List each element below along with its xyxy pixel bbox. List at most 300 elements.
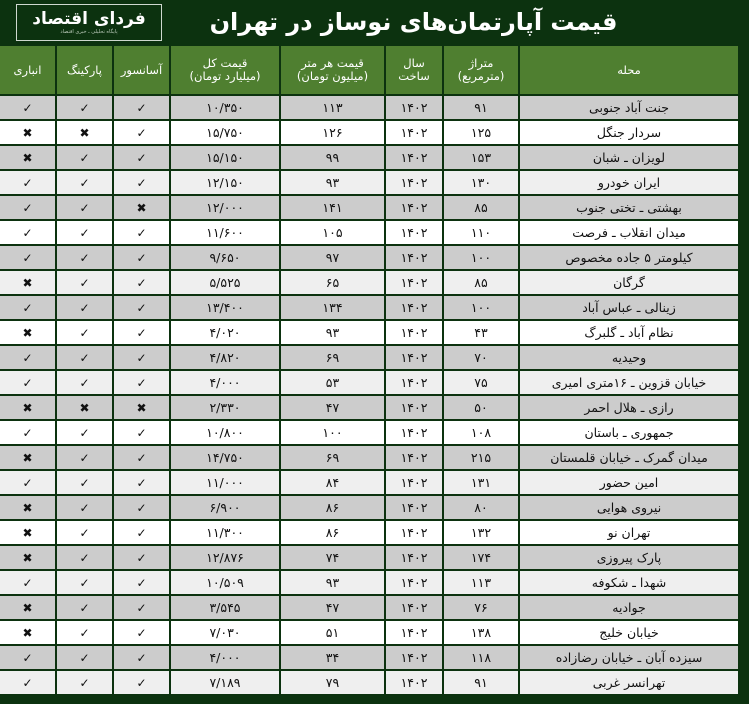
cell-sal: ۱۴۰۲ [386,271,442,294]
header-row [0,46,738,94]
cell-permetr: ۱۰۰ [281,421,384,444]
column-header-permetr [281,46,384,94]
cell-neighborhood: لویزان ـ شبان [520,146,738,169]
cell-storage-cross-icon [0,396,55,419]
cell-total: ۴/۰۰۰ [171,371,279,394]
cell-total: ۱۲/۸۷۶ [171,546,279,569]
cross-icon [136,401,146,415]
cell-parking-check-icon [57,596,112,619]
column-header-label: قیمت کل [202,56,248,70]
check-icon [79,451,89,465]
cross-icon [79,401,89,415]
cell-metraj: ۱۱۳ [444,571,518,594]
cell-parking-check-icon [57,271,112,294]
cell-sal: ۱۴۰۲ [386,371,442,394]
cell-total: ۶/۹۰۰ [171,496,279,519]
cell-elevator-check-icon [114,571,169,594]
check-icon [22,251,32,265]
column-header-label: آسانسور [120,62,163,77]
check-icon [79,326,89,340]
cell-elevator-check-icon [114,346,169,369]
check-icon [22,101,32,115]
cell-parking-check-icon [57,321,112,344]
cell-total: ۱۱/۳۰۰ [171,521,279,544]
cell-neighborhood: سردار جنگل [520,121,738,144]
cell-permetr: ۴۷ [281,596,384,619]
check-icon [79,526,89,540]
cell-metraj: ۱۰۰ [444,246,518,269]
table-row [0,671,738,694]
page-title: قیمت آپارتمان‌های نوساز در تهران [209,8,618,36]
table-row [0,496,738,519]
column-header-parking [57,46,112,94]
cell-sal: ۱۴۰۲ [386,521,442,544]
table-body [0,96,738,694]
cell-permetr: ۹۳ [281,571,384,594]
check-icon [136,626,146,640]
cell-neighborhood: پارک پیروزی [520,546,738,569]
cell-parking-check-icon [57,146,112,169]
cell-elevator-check-icon [114,646,169,669]
cell-permetr: ۱۳۴ [281,296,384,319]
cell-total: ۱۰/۳۵۰ [171,96,279,119]
cell-neighborhood: جنت آباد جنوبی [520,96,738,119]
cell-sal: ۱۴۰۲ [386,546,442,569]
check-icon [22,226,32,240]
cell-permetr: ۶۵ [281,271,384,294]
cell-sal: ۱۴۰۲ [386,196,442,219]
check-icon [136,101,146,115]
column-header-sal [386,46,442,94]
cross-icon [22,126,32,140]
cell-sal: ۱۴۰۲ [386,596,442,619]
cell-storage-cross-icon [0,521,55,544]
cell-storage-check-icon [0,471,55,494]
cross-icon [22,526,32,540]
check-icon [136,451,146,465]
cell-neighborhood: رازی ـ هلال احمر [520,396,738,419]
column-header-unit: ساخت [398,69,430,83]
cell-storage-cross-icon [0,271,55,294]
cell-total: ۱۵/۷۵۰ [171,121,279,144]
check-icon [136,376,146,390]
check-icon [136,676,146,690]
cell-metraj: ۴۳ [444,321,518,344]
cell-parking-cross-icon [57,396,112,419]
cell-neighborhood: خیابان خلیج [520,621,738,644]
cell-sal: ۱۴۰۲ [386,221,442,244]
cell-neighborhood: گرگان [520,271,738,294]
check-icon [79,176,89,190]
cell-total: ۷/۱۸۹ [171,671,279,694]
cell-storage-check-icon [0,246,55,269]
cell-elevator-check-icon [114,246,169,269]
cell-permetr: ۸۶ [281,496,384,519]
table-row [0,271,738,294]
cell-elevator-check-icon [114,446,169,469]
column-header-total [171,46,279,94]
table-row [0,96,738,119]
check-icon [22,676,32,690]
cell-parking-check-icon [57,646,112,669]
cell-parking-check-icon [57,346,112,369]
cell-sal: ۱۴۰۲ [386,96,442,119]
check-icon [79,676,89,690]
cell-sal: ۱۴۰۲ [386,671,442,694]
cell-storage-check-icon [0,171,55,194]
cell-neighborhood: سیزده آبان ـ خیابان رضازاده [520,646,738,669]
cell-total: ۱۲/۱۵۰ [171,171,279,194]
cell-metraj: ۱۳۰ [444,171,518,194]
cell-sal: ۱۴۰۲ [386,246,442,269]
cell-permetr: ۹۷ [281,246,384,269]
cell-sal: ۱۴۰۲ [386,121,442,144]
column-header-label: انباری [13,62,42,77]
cell-total: ۹/۶۵۰ [171,246,279,269]
cell-elevator-cross-icon [114,196,169,219]
check-icon [136,126,146,140]
column-header-label: سال [403,56,425,70]
cell-permetr: ۳۴ [281,646,384,669]
cell-metraj: ۲۱۵ [444,446,518,469]
cell-total: ۵/۵۲۵ [171,271,279,294]
cell-storage-check-icon [0,671,55,694]
table-row [0,596,738,619]
check-icon [22,476,32,490]
cell-metraj: ۹۱ [444,671,518,694]
cell-elevator-check-icon [114,671,169,694]
cell-metraj: ۱۱۸ [444,646,518,669]
cell-elevator-check-icon [114,221,169,244]
cell-storage-check-icon [0,296,55,319]
apartment-price-table [0,44,740,696]
cell-total: ۱۲/۰۰۰ [171,196,279,219]
cell-metraj: ۱۰۸ [444,421,518,444]
cell-storage-cross-icon [0,146,55,169]
table-row [0,446,738,469]
check-icon [79,626,89,640]
cell-parking-check-icon [57,671,112,694]
check-icon [79,476,89,490]
cell-neighborhood: امین حضور [520,471,738,494]
cell-elevator-check-icon [114,471,169,494]
column-header-unit: (میلیون تومان) [296,69,369,83]
title-bar [0,0,749,44]
cell-elevator-check-icon [114,546,169,569]
cross-icon [22,276,32,290]
check-icon [136,151,146,165]
table-row [0,246,738,269]
cell-permetr: ۷۹ [281,671,384,694]
cell-sal: ۱۴۰۲ [386,496,442,519]
cell-elevator-check-icon [114,271,169,294]
check-icon [136,176,146,190]
cell-neighborhood: تهران نو [520,521,738,544]
cell-sal: ۱۴۰۲ [386,446,442,469]
cell-metraj: ۷۵ [444,371,518,394]
cell-storage-check-icon [0,646,55,669]
cell-parking-check-icon [57,421,112,444]
check-icon [136,301,146,315]
check-icon [79,426,89,440]
column-header-storage [0,46,55,94]
cell-neighborhood: شهدا ـ شکوفه [520,571,738,594]
cell-elevator-check-icon [114,171,169,194]
cell-sal: ۱۴۰۲ [386,421,442,444]
check-icon [136,601,146,615]
check-icon [79,576,89,590]
cell-neighborhood: خیابان قزوین ـ ۱۶متری امیری [520,371,738,394]
check-icon [22,176,32,190]
cross-icon [22,151,32,165]
cross-icon [22,551,32,565]
cell-metraj: ۱۷۴ [444,546,518,569]
check-icon [136,276,146,290]
cross-icon [22,626,32,640]
cell-storage-check-icon [0,346,55,369]
cell-permetr: ۸۶ [281,521,384,544]
column-header-metraj [444,46,518,94]
cell-permetr: ۵۳ [281,371,384,394]
check-icon [79,501,89,515]
cell-neighborhood: کیلومتر ۵ جاده مخصوص [520,246,738,269]
table-row [0,146,738,169]
column-header-unit: (مترمربع) [457,69,505,83]
cell-storage-check-icon [0,421,55,444]
cell-elevator-check-icon [114,371,169,394]
cell-permetr: ۸۴ [281,471,384,494]
table-container [0,44,749,704]
cross-icon [22,401,32,415]
check-icon [22,351,32,365]
cell-parking-check-icon [57,196,112,219]
cell-permetr: ۵۱ [281,621,384,644]
cell-parking-check-icon [57,521,112,544]
cell-total: ۲/۳۳۰ [171,396,279,419]
cell-metraj: ۱۱۰ [444,221,518,244]
cell-permetr: ۷۴ [281,546,384,569]
column-header-label: متراژ [468,56,494,70]
check-icon [136,351,146,365]
cell-total: ۴/۸۲۰ [171,346,279,369]
cross-icon [22,451,32,465]
cell-elevator-check-icon [114,296,169,319]
check-icon [136,551,146,565]
logo-secondary-text: پایگاه تحلیلی ـ خبری اقتصاد [60,28,118,35]
cell-neighborhood: زینالی ـ عباس آباد [520,296,738,319]
cell-elevator-check-icon [114,96,169,119]
check-icon [79,101,89,115]
check-icon [79,151,89,165]
cell-neighborhood: میدان انقلاب ـ فرصت [520,221,738,244]
cell-storage-check-icon [0,571,55,594]
check-icon [22,201,32,215]
table-row [0,346,738,369]
cell-sal: ۱۴۰۲ [386,346,442,369]
cell-sal: ۱۴۰۲ [386,646,442,669]
cell-neighborhood: جمهوری ـ باستان [520,421,738,444]
cell-parking-check-icon [57,446,112,469]
table-row [0,471,738,494]
cell-metraj: ۱۰۰ [444,296,518,319]
cell-elevator-check-icon [114,421,169,444]
cell-total: ۴/۰۰۰ [171,646,279,669]
cell-permetr: ۱۲۶ [281,121,384,144]
logo-primary-text: فردای اقتصاد [32,8,146,29]
cell-parking-check-icon [57,221,112,244]
cell-parking-check-icon [57,171,112,194]
publisher-logo [16,4,162,41]
check-icon [136,501,146,515]
cell-storage-cross-icon [0,546,55,569]
cell-total: ۱۰/۵۰۹ [171,571,279,594]
cell-sal: ۱۴۰۲ [386,621,442,644]
cell-storage-cross-icon [0,446,55,469]
table-row [0,296,738,319]
column-header-label: قیمت هر متر [301,56,364,70]
cell-sal: ۱۴۰۲ [386,146,442,169]
cell-parking-check-icon [57,546,112,569]
cell-storage-check-icon [0,371,55,394]
cell-total: ۱۴/۷۵۰ [171,446,279,469]
cell-storage-check-icon [0,96,55,119]
cell-parking-check-icon [57,496,112,519]
cell-permetr: ۹۳ [281,171,384,194]
cell-metraj: ۹۱ [444,96,518,119]
cell-neighborhood: میدان گمرک ـ خیابان قلمستان [520,446,738,469]
cell-neighborhood: تهرانسر غربی [520,671,738,694]
cell-elevator-check-icon [114,596,169,619]
table-row [0,171,738,194]
cell-parking-check-icon [57,246,112,269]
cell-permetr: ۶۹ [281,346,384,369]
column-header-label: محله [617,62,641,77]
cell-metraj: ۱۳۸ [444,621,518,644]
cell-storage-check-icon [0,196,55,219]
cell-parking-check-icon [57,471,112,494]
check-icon [79,301,89,315]
column-header-label: پارکینگ [67,62,102,77]
cell-metraj: ۸۵ [444,271,518,294]
cell-metraj: ۸۰ [444,496,518,519]
cell-permetr: ۱۱۳ [281,96,384,119]
table-row [0,321,738,344]
check-icon [79,551,89,565]
table-row [0,121,738,144]
cell-permetr: ۶۹ [281,446,384,469]
table-head [0,46,738,94]
cell-neighborhood: جوادیه [520,596,738,619]
column-header-elevator [114,46,169,94]
table-row [0,571,738,594]
cell-parking-check-icon [57,296,112,319]
cell-neighborhood: نظام آباد ـ گلبرگ [520,321,738,344]
cell-permetr: ۱۴۱ [281,196,384,219]
column-header-mahalle [520,46,738,94]
cross-icon [22,601,32,615]
check-icon [22,301,32,315]
cell-sal: ۱۴۰۲ [386,321,442,344]
cell-storage-cross-icon [0,321,55,344]
cell-metraj: ۷۶ [444,596,518,619]
cell-sal: ۱۴۰۲ [386,471,442,494]
cell-elevator-check-icon [114,496,169,519]
check-icon [79,226,89,240]
check-icon [22,651,32,665]
cross-icon [136,201,146,215]
check-icon [136,326,146,340]
table-row [0,546,738,569]
check-icon [136,651,146,665]
cell-storage-check-icon [0,221,55,244]
cell-sal: ۱۴۰۲ [386,296,442,319]
cell-parking-check-icon [57,571,112,594]
cell-elevator-check-icon [114,146,169,169]
table-row [0,396,738,419]
table-row [0,621,738,644]
cell-total: ۱۵/۱۵۰ [171,146,279,169]
cell-metraj: ۸۵ [444,196,518,219]
cell-permetr: ۱۰۵ [281,221,384,244]
check-icon [79,351,89,365]
check-icon [136,251,146,265]
cross-icon [79,126,89,140]
table-row [0,646,738,669]
check-icon [79,201,89,215]
cell-neighborhood: نیروی هوایی [520,496,738,519]
cell-neighborhood: ایران خودرو [520,171,738,194]
cell-storage-cross-icon [0,121,55,144]
check-icon [79,251,89,265]
cell-permetr: ۴۷ [281,396,384,419]
check-icon [79,601,89,615]
cell-parking-check-icon [57,96,112,119]
cell-parking-cross-icon [57,121,112,144]
cell-elevator-cross-icon [114,396,169,419]
cell-elevator-check-icon [114,521,169,544]
table-row [0,371,738,394]
cell-storage-cross-icon [0,596,55,619]
cell-total: ۳/۵۴۵ [171,596,279,619]
check-icon [22,376,32,390]
cell-sal: ۱۴۰۲ [386,571,442,594]
table-row [0,421,738,444]
table-row [0,196,738,219]
check-icon [22,576,32,590]
table-row [0,221,738,244]
cell-elevator-check-icon [114,321,169,344]
cell-metraj: ۷۰ [444,346,518,369]
cross-icon [22,501,32,515]
cross-icon [22,326,32,340]
cell-elevator-check-icon [114,121,169,144]
cell-elevator-check-icon [114,621,169,644]
cell-total: ۱۳/۴۰۰ [171,296,279,319]
cell-storage-cross-icon [0,621,55,644]
cell-metraj: ۱۳۱ [444,471,518,494]
cell-permetr: ۹۳ [281,321,384,344]
check-icon [136,426,146,440]
cell-total: ۱۰/۸۰۰ [171,421,279,444]
check-icon [79,651,89,665]
cell-total: ۴/۰۲۰ [171,321,279,344]
cell-neighborhood: وحیدیه [520,346,738,369]
check-icon [136,526,146,540]
check-icon [79,376,89,390]
cell-metraj: ۱۵۳ [444,146,518,169]
cell-sal: ۱۴۰۲ [386,396,442,419]
cell-metraj: ۱۳۲ [444,521,518,544]
